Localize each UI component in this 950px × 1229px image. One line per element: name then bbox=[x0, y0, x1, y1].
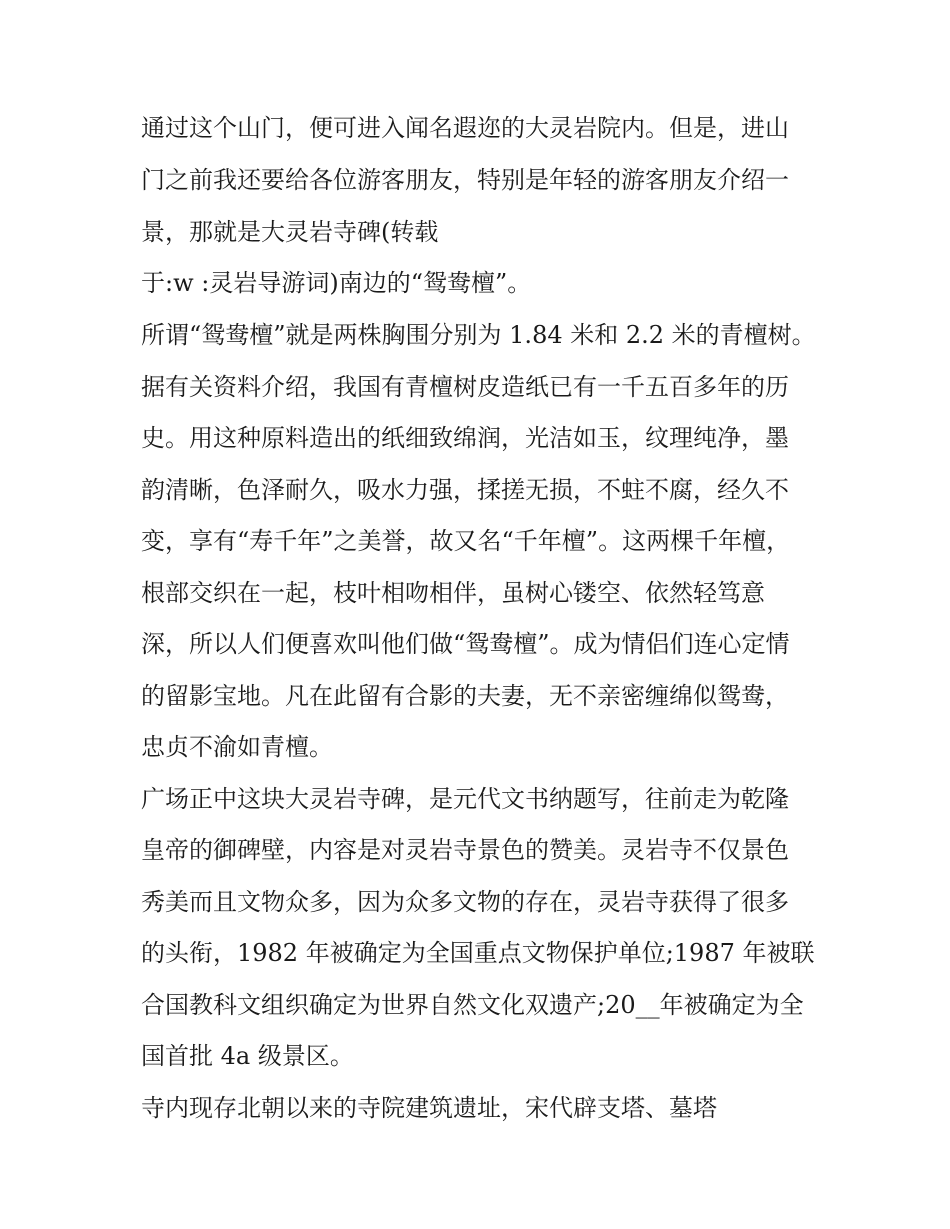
text-line: 根部交织在一起，枝叶相吻相伴，虽树心镂空、依然轻笃意 bbox=[141, 579, 765, 607]
text-line: 门之前我还要给各位游客朋友，特别是年轻的游客朋友介绍一 bbox=[141, 166, 789, 194]
text-line: 的头衔，1982 年被确定为全国重点文物保护单位;1987 年被联 bbox=[141, 939, 815, 967]
text-line: 于:w :灵岩导游词)南边的“鸳鸯檀”。 bbox=[141, 269, 532, 297]
text-line: 景，那就是大灵岩寺碑(转载 bbox=[141, 218, 439, 246]
text-line: 国首批 4a 级景区。 bbox=[141, 1042, 354, 1070]
text-line: 寺内现存北朝以来的寺院建筑遗址，宋代辟支塔、墓塔 bbox=[141, 1094, 717, 1122]
text-line: 变，享有“寿千年”之美誉，故又名“千年檀”。这两棵千年檀， bbox=[141, 527, 791, 555]
text-line: 深，所以人们便喜欢叫他们做“鸳鸯檀”。成为情侣们连心定情 bbox=[141, 630, 790, 658]
text-line: 韵清晰，色泽耐久，吸水力强，揉搓无损，不蛀不腐，经久不 bbox=[141, 476, 789, 504]
text-line: 据有关资料介绍，我国有青檀树皮造纸已有一千五百多年的历 bbox=[141, 373, 789, 401]
text-line: 忠贞不渝如青檀。 bbox=[141, 733, 333, 761]
text-line: 合国教科文组织确定为世界自然文化双遗产;20__年被确定为全 bbox=[141, 991, 804, 1019]
text-line: 通过这个山门，便可进入闻名遐迩的大灵岩院内。但是，进山 bbox=[141, 114, 789, 142]
text-line: 史。用这种原料造出的纸细致绵润，光洁如玉，纹理纯净，墨 bbox=[141, 424, 789, 452]
text-line: 所谓“鸳鸯檀”就是两株胸围分别为 1.84 米和 2.2 米的青檀树。 bbox=[141, 321, 816, 349]
text-line: 广场正中这块大灵岩寺碑，是元代文书纳题写，往前走为乾隆 bbox=[141, 785, 789, 813]
text-line: 的留影宝地。凡在此留有合影的夫妻，无不亲密缠绵似鸳鸯， bbox=[141, 682, 789, 710]
text-line: 秀美而且文物众多，因为众多文物的存在，灵岩寺获得了很多 bbox=[141, 888, 789, 916]
text-line: 皇帝的御碑壁，内容是对灵岩寺景色的赞美。灵岩寺不仅景色 bbox=[141, 836, 789, 864]
